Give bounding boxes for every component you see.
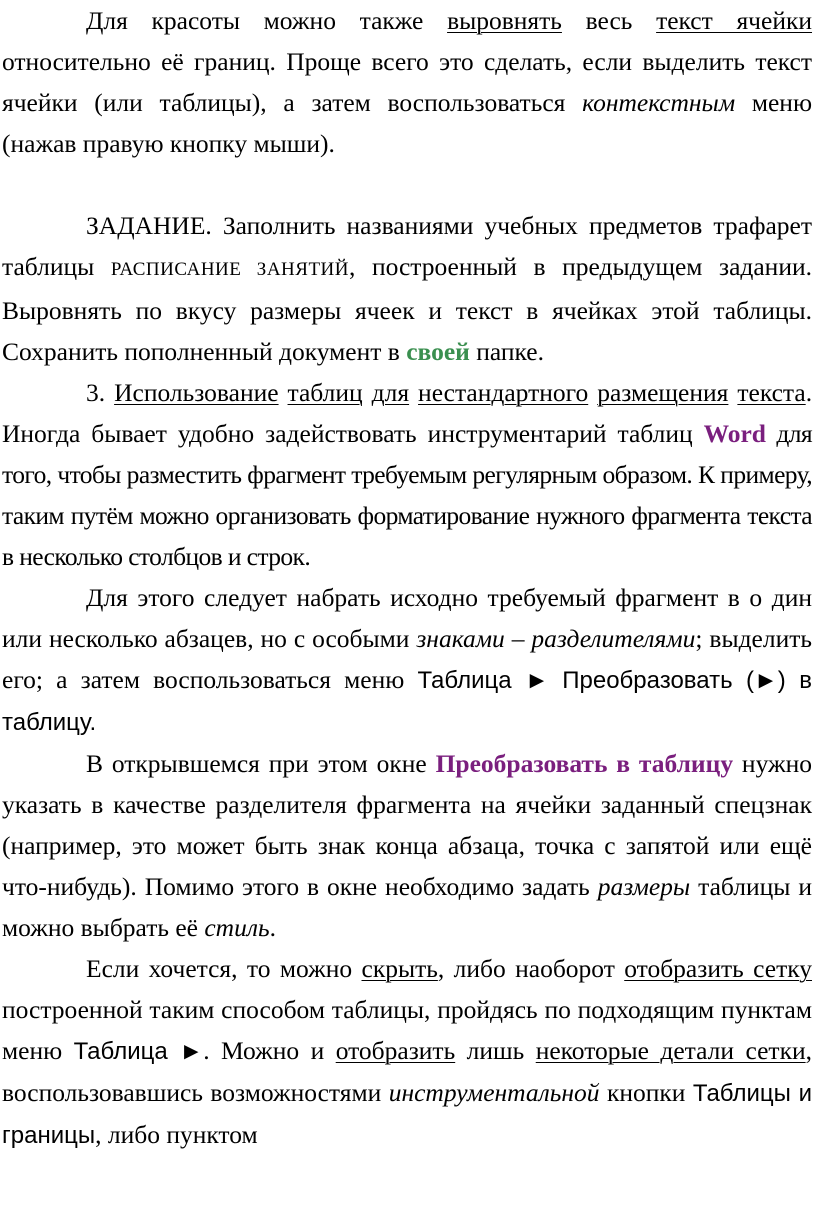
paragraph-section-3 (2, 372, 812, 577)
text: таблицы и можно выбрать её (2, 872, 812, 942)
text: весь (561, 6, 657, 35)
text: Если хочется, то можно (86, 954, 362, 983)
underlined-term: скрыть (361, 954, 438, 983)
menu-path: Таблица ► Преобразовать (►) в таблицу. (2, 667, 813, 736)
text: , либо наоборот (437, 954, 625, 983)
italic-term: контекстным (582, 88, 736, 117)
italic-term: размеры (597, 872, 691, 901)
text: , либо пунктом (95, 1120, 258, 1149)
italic-term: стиль (204, 913, 270, 942)
text: Для красоты можно также (86, 6, 448, 35)
dialog-name: Преобразовать в таблицу (435, 749, 734, 778)
text: . Можно и (203, 1036, 336, 1065)
text: В открывшемся при этом окне (86, 749, 436, 778)
text: для того, чтобы разместить фрагмент требуемым регулярным образом. К примеру, таким путём можно организовать форматирование нужного фрагмента текста в несколько столбцов и строк. (2, 419, 812, 571)
menu-path: Таблица ► (73, 1038, 204, 1065)
section-heading-word: для (371, 378, 410, 407)
section-heading-word: текста (737, 378, 806, 407)
text: ЗАДАНИЕ. Заполнить названиями учебных предметов трафарет таблицы (2, 211, 812, 281)
text: лишь (455, 1036, 536, 1065)
paragraph-align-cell-text (2, 0, 812, 164)
paragraph-task (2, 205, 812, 372)
toolbar-button-name: Таблицы и границы (2, 1080, 812, 1149)
text: нужно указать в качестве разделителя фрагмента на ячейки заданный спецзнак (например, это может быть знак конца абзаца, точка с запятой или ещё что-нибудь). Помимо этого в окне необходимо задать (2, 749, 813, 901)
paragraph-convert-instructions (2, 577, 812, 743)
underlined-term: текст ячейки (656, 6, 813, 35)
text: , воспользовавшись возможностями (2, 1036, 812, 1107)
italic-term: инструментальной (388, 1078, 600, 1107)
text: Для этого следует набрать исходно требуемый фрагмент в о дин или несколько абзацев, но с особыми (2, 583, 812, 653)
text: . (269, 913, 276, 942)
underlined-term: некоторые детали сетки (535, 1036, 806, 1065)
text: меню (нажав правую кнопку мыши). (2, 88, 812, 158)
text: – (504, 624, 532, 653)
text: , построенный в предыдущем задании. Выровнять по вкусу размеры ячеек и текст в ячейках этой таблицы. Сохранить пополненный документ в (2, 252, 812, 366)
paragraph-convert-dialog (2, 743, 812, 948)
paragraph-gap (2, 164, 812, 205)
highlight-own: своей (406, 337, 470, 366)
section-heading-word: Использование (114, 378, 279, 407)
text: кнопки (599, 1078, 693, 1107)
italic-term: знаками (416, 624, 505, 653)
section-number: 3. (86, 378, 115, 407)
text: ; выделить его; а затем воспользоваться меню (2, 624, 813, 694)
text: папке. (469, 337, 544, 366)
text: относительно её границ. Проще всего это сделать, если выделить текст ячейки (или таблицы), а затем воспользоваться (2, 47, 812, 117)
section-heading-word: размещения (597, 378, 729, 407)
underlined-term: выровнять (447, 6, 562, 35)
paragraph-grid (2, 948, 812, 1156)
word-app-name: Word (703, 419, 766, 448)
underlined-term: отобразить сетку (624, 954, 812, 983)
table-name: РАСПИСАНИЕ ЗАНЯТИЙ (110, 259, 349, 280)
text: построенной таким способом таблицы, пройдясь по подходящим пунктам меню (2, 995, 812, 1065)
section-heading-word: таблиц (287, 378, 363, 407)
underlined-term: отобразить (335, 1036, 456, 1065)
document-page (2, 0, 812, 1156)
italic-term: разделителями (531, 624, 696, 653)
text: . Иногда бывает удобно задействовать инструментарий таблиц (2, 378, 813, 448)
section-heading-word: нестандартного (418, 378, 589, 407)
